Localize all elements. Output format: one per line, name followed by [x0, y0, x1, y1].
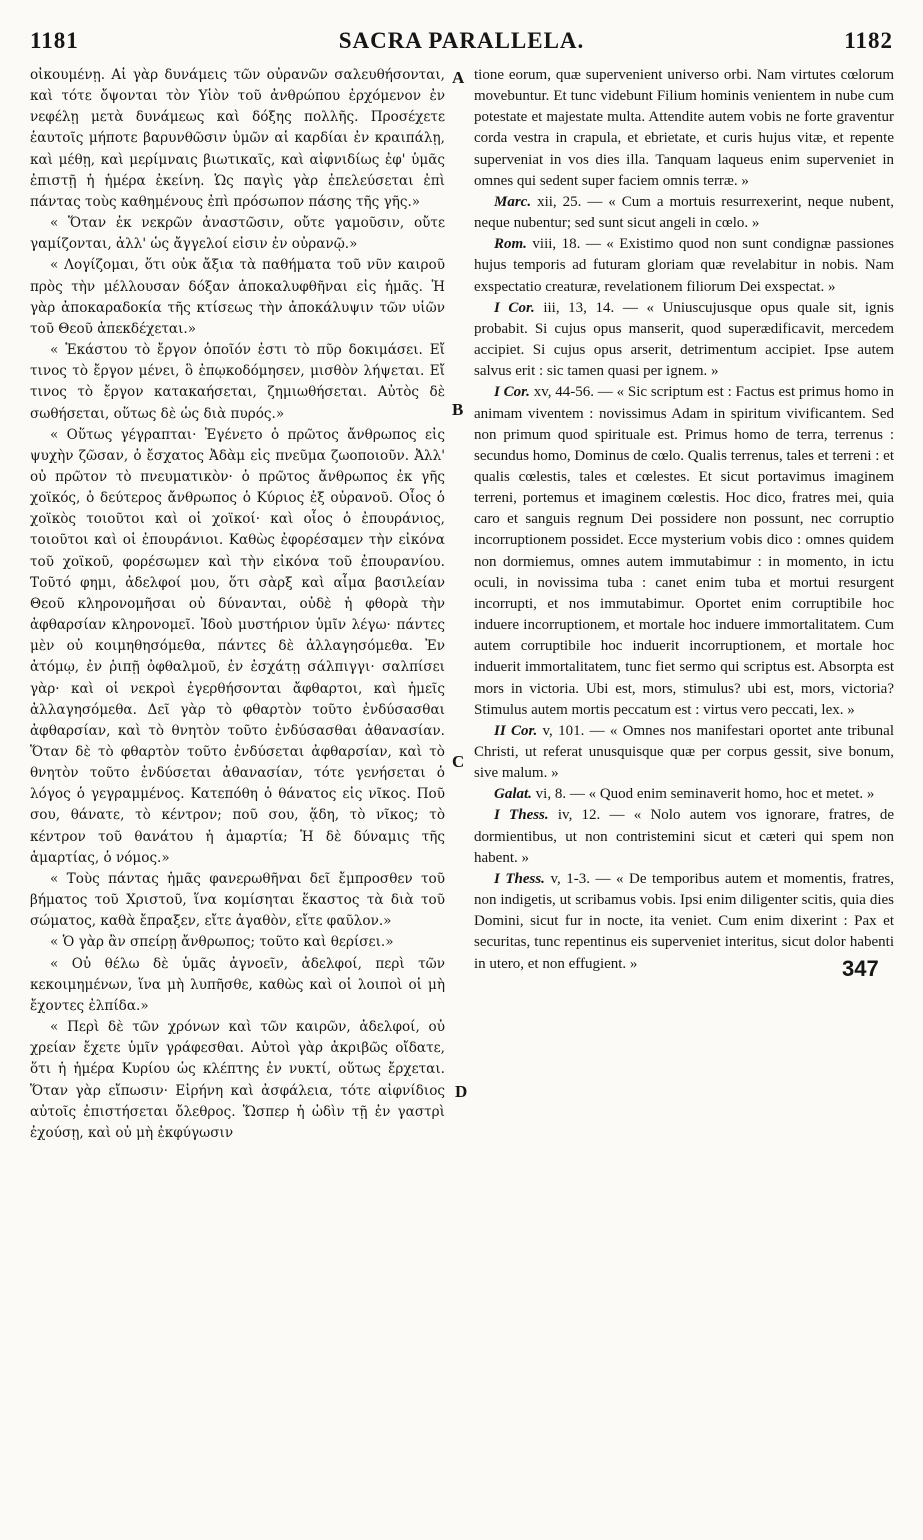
scripture-reference: I Cor. [494, 299, 535, 316]
latin-text: v, 101. — « Omnes nos manifestari oportet ante tribunal Christi, ut referat unusquisque quæ per corpus gessit, sive bonum, sive malum. » [474, 722, 894, 782]
margin-marker-d: D [455, 1082, 468, 1101]
latin-text: vi, 8. — « Quod enim seminaverit homo, hoc et metet. » [535, 786, 875, 803]
margin-marker-a: A [452, 68, 465, 87]
greek-paragraph: « Οὐ θέλω δὲ ὑμᾶς ἀγνοεῖν, ἀδελφοί, περὶ τῶν κεκοιμημένων, ἵνα μὴ λυπῆσθε, καθὼς καὶ οἱ λοιποὶ οἱ μὴ ἔχοντες ἐλπίδα.» [30, 955, 445, 1014]
greek-paragraph: « Ὅταν ἐκ νεκρῶν ἀναστῶσιν, οὔτε γαμοῦσιν, οὔτε γαμίζονται, ἀλλ' ὡς ἄγγελοί εἰσιν ἐν οὐρανῷ.» [30, 215, 445, 253]
page-number-left: 1181 [30, 28, 79, 53]
latin-text: viii, 18. — « Existimo quod non sunt condignæ passiones hujus temporis ad futuram gloriam quæ revelabitur in nobis. Nam exspectatio creaturæ, revelationem filiorum Dei exspectat. » [474, 236, 895, 295]
latin-text: v, 1-3. — « De temporibus autem et momentis, fratres, non indigetis, ut scribamus vobis. Ipsi enim diligenter scitis, quia dies Domini, sicut fur in nocte, ita veniet. Cum enim dixerint : Pax et securitas, tunc repentinus eis superveniet interitus, sicut dolor habenti in utero, et non effugient. » [474, 870, 894, 972]
latin-paragraph [474, 234, 894, 297]
page-number-right: 1182 [844, 28, 893, 53]
greek-paragraph: « Λογίζομαι, ὅτι οὐκ ἄξια τὰ παθήματα τοῦ νῦν καιροῦ πρὸς τὴν μέλλουσαν δόξαν ἀποκαλυφθῆναι εἰς ἡμᾶς. Ἡ γὰρ ἀποκαραδοκία τῆς κτίσεως τὴν ἀποκάλυψιν τῶν υἱῶν τοῦ Θεοῦ ἀπεκδέχεται.» [30, 257, 445, 337]
latin-paragraph [474, 65, 894, 192]
scripture-reference: Marc. [494, 193, 532, 210]
column-number: 347 [842, 956, 879, 981]
latin-paragraph [474, 382, 894, 721]
latin-text: iv, 12. — « Nolo autem vos ignorare, fratres, de dormientibus, ut non contristemini sicut et cæteri qui spem non habent. » [474, 807, 895, 866]
greek-paragraph: « Τοὺς πάντας ἡμᾶς φανερωθῆναι δεῖ ἔμπροσθεν τοῦ βήματος τοῦ Χριστοῦ, ἵνα κομίσηται ἕκαστος τὰ διὰ τοῦ σώματος, καθὰ ἔπραξεν, εἴτε ἀγαθὸν, εἴτε φαῦλον.» [30, 870, 445, 930]
latin-paragraph [474, 721, 894, 784]
scripture-reference: Galat. [494, 786, 532, 803]
greek-column [30, 65, 445, 1144]
scripture-reference: I Thess. [494, 807, 549, 824]
latin-paragraph [474, 784, 894, 805]
scripture-reference: II Cor. [494, 722, 538, 739]
latin-text: xv, 44-56. — « Sic scriptum est : Factus est primus homo in animam viventem : novissimus Adam in spiritum vivificantem. Sed non primum quod spirituale est. Primus homo de terra, terrenus : secundus homo, Dominus de cœlo. Qualis terrenus, tales et terreni : et qualis cœlestis, tales et cœlestes. Et sicut portavimus imaginem terreni, portemus et imaginem cœlestis. Hoc dico, fratres mei, quia caro et sanguis regnum Dei possidere non possunt, nec corruptio incorruptionem possidet. Ecce mysterium vobis dico : omnes quidem non dormiemus, omnes autem immutabimur : in momento, in ictu oculi, in novissima tuba : canet enim tuba et mortui resurgent incorrupti, et nos immutabimur. Oportet enim corruptibile hoc induere incorruptionem, et mortale hoc induere immortalitatem. Cum autem corruptibile hoc induerit incorruptionem, et mortale hoc induerit immortalitatem, tunc fiet sermo qui scriptus est. Absorpta est mors in victoria. Ubi est, mors, stimulus? ubi est, mors, victoria? Stimulus autem mortis peccatum est : virtus vero peccati, lex. » [474, 384, 895, 718]
scripture-reference: I Cor. [494, 384, 530, 401]
scripture-reference: I Thess. [494, 870, 545, 887]
latin-paragraph [474, 869, 894, 975]
greek-paragraph: οἰκουμένῃ. Αἱ γὰρ δυνάμεις τῶν οὐρανῶν σαλευθήσονται, καὶ τότε ὄψονται τὸν Υἱὸν τοῦ ἀνθρώπου ἐρχόμενον ἐν νεφέλῃ μετὰ δυνάμεως καὶ δόξης πολλῆς. Προσέχετε ἑαυτοῖς μήποτε βαρυνθῶσιν ὑμῶν αἱ καρδίαι ἐν κραιπάλῃ, καὶ μέθῃ, καὶ μερίμναις βιωτικαῖς, καὶ αἰφνιδίως ἐφ' ὑμᾶς ἐπιστῇ ἡ ἡμέρα ἐκείνη. Ὡς παγὶς γὰρ ἐπελεύσεται ἐπὶ πάντας τοὺς καθημένους ἐπὶ πρόσωπον πάσης τῆς γῆς.» [30, 67, 445, 210]
margin-marker-c: C [452, 752, 465, 771]
running-title: SACRA PARALLELA. [338, 28, 585, 53]
greek-paragraph: « Οὕτως γέγραπται· Ἐγένετο ὁ πρῶτος ἄνθρωπος εἰς ψυχὴν ζῶσαν, ὁ ἔσχατος Ἀδὰμ εἰς πνεῦμα ζωοποιοῦν. Ἀλλ' οὐ πρῶτον τὸ πνευματικὸν· ὁ πρῶτος ἄνθρωπος ἐκ γῆς χοϊκός, ὁ δεύτερος ἄνθρωπος ὁ Κύριος ἐξ οὐρανοῦ. Οἷος ὁ χοϊκὸς τοιοῦτοι καὶ οἱ χοϊκοί· καὶ οἷος ὁ ἐπουράνιος, τοιοῦτοι καὶ οἱ ἐπουράνιοι. Καθὼς ἐφορέσαμεν τὴν εἰκόνα τοῦ χοϊκοῦ, φορέσωμεν καὶ τὴν εἰκόνα τοῦ ἐπουρανίου. Τοῦτό φημι, ἀδελφοί μου, ὅτι σὰρξ καὶ αἷμα βασιλείαν Θεοῦ κληρονομῆσαι οὐ δύνανται, οὐδὲ ἡ φθορὰ τὴν ἀφθαρσίαν κληρονομεῖ. Ἰδοὺ μυστήριον ὑμῖν λέγω· πάντες μὲν οὐ κοιμηθησόμεθα, πάντες δὲ ἀλλαγησόμεθα. Ἐν ἀτόμῳ, ἐν ῥιπῇ ὀφθαλμοῦ, ἐν ἐσχάτῃ σάλπιγγι· σαλπίσει γὰρ· καὶ οἱ νεκροὶ ἐγερθήσονται ἄφθαρτοι, καὶ ἡμεῖς ἀλλαγησόμεθα. Δεῖ γὰρ τὸ φθαρτὸν τοῦτο ἐνδύσασθαι ἀφθαρσίαν, καὶ τὸ θνητὸν τοῦτο ἐνδύσασθαι ἀθανασίαν. Ὅταν δὲ τὸ φθαρτὸν τοῦτο ἐνδύσεται ἀφθαρσίαν, καὶ τὸ θνητὸν τοῦτο ἐνδύσεται ἀθανασίαν, τότε γενήσεται ὁ λόγος ὁ γεγραμμένος. Κατεπόθη ὁ θάνατος εἰς νῖκος. Ποῦ σου, θάνατε, τὸ κέντρον; ποῦ σου, ᾅδη, τὸ νῖκος; τὸ κέντρον τοῦ θανάτου ἡ ἁμαρτία; Ἡ δὲ δύναμις τῆς ἁμαρτίας, ὁ νόμος.» [30, 426, 445, 866]
greek-paragraph: « Ἑκάστου τὸ ἔργον ὁποῖόν ἐστι τὸ πῦρ δοκιμάσει. Εἴ τινος τὸ ἔργον μένει, ὃ ἐπῳκοδόμησεν, μισθὸν λήψεται. Εἴ τινος τὸ ἔργον κατακαήσεται, ζημιωθήσεται. Αὐτὸς δὲ σωθήσεται, οὕτως δὲ ὡς διὰ πυρός.» [30, 342, 445, 422]
margin-marker-b: B [452, 400, 464, 419]
latin-paragraph [474, 298, 894, 383]
latin-text: tione eorum, quæ supervenient universo orbi. Nam virtutes cœlorum movebuntur. Et tunc videbunt Filium hominis venientem in nube cum potestate et majestate multa. Attendite autem vobis ne forte graventur corda vestra in crapula, et ebrietate, et curis hujus vitæ, et repente superveniat in vos dies illa. Tanquam laqueus enim superveniet in omnes qui sedent super faciem omnis terræ. » [474, 67, 894, 189]
greek-paragraph: « Ὁ γὰρ ἂν σπείρῃ ἄνθρωπος; τοῦτο καὶ θερίσει.» [50, 934, 394, 951]
latin-paragraph [474, 192, 894, 234]
greek-paragraph: « Περὶ δὲ τῶν χρόνων καὶ τῶν καιρῶν, ἀδελφοί, οὐ χρείαν ἔχετε ὑμῖν γράφεσθαι. Αὐτοὶ γὰρ ἀκριβῶς οἴδατε, ὅτι ἡ ἡμέρα Κυρίου ὡς κλέπτης ἐν νυκτί, οὕτως ἔρχεται. Ὅταν γὰρ εἴπωσιν· Εἰρήνη καὶ ἀσφάλεια, τότε αἰφνίδιος αὐτοῖς ἐπιστήσεται ὄλεθρος. Ὥσπερ ἡ ὠδὶν τῇ ἐν γαστρὶ ἐχούσῃ, καὶ οὐ μὴ ἐκφύγωσιν [30, 1019, 445, 1141]
scripture-reference: Rom. [494, 236, 527, 253]
latin-column [474, 65, 894, 975]
page-header [0, 28, 923, 60]
latin-paragraph [474, 805, 894, 868]
latin-text: xii, 25. — « Cum a mortuis resurrexerint, neque nubent, neque nubentur; sed sunt sicut angeli in cœlo. » [474, 193, 894, 232]
latin-text: iii, 13, 14. — « Uniuscujusque opus quale sit, ignis probabit. Si cujus opus manserit, quod superædificavit, mercedem accipiet. Si cujus opus arserit, detrimentum accipiet. Ipse autem salvus erit : sic tamen quasi per ignem. » [474, 299, 895, 380]
